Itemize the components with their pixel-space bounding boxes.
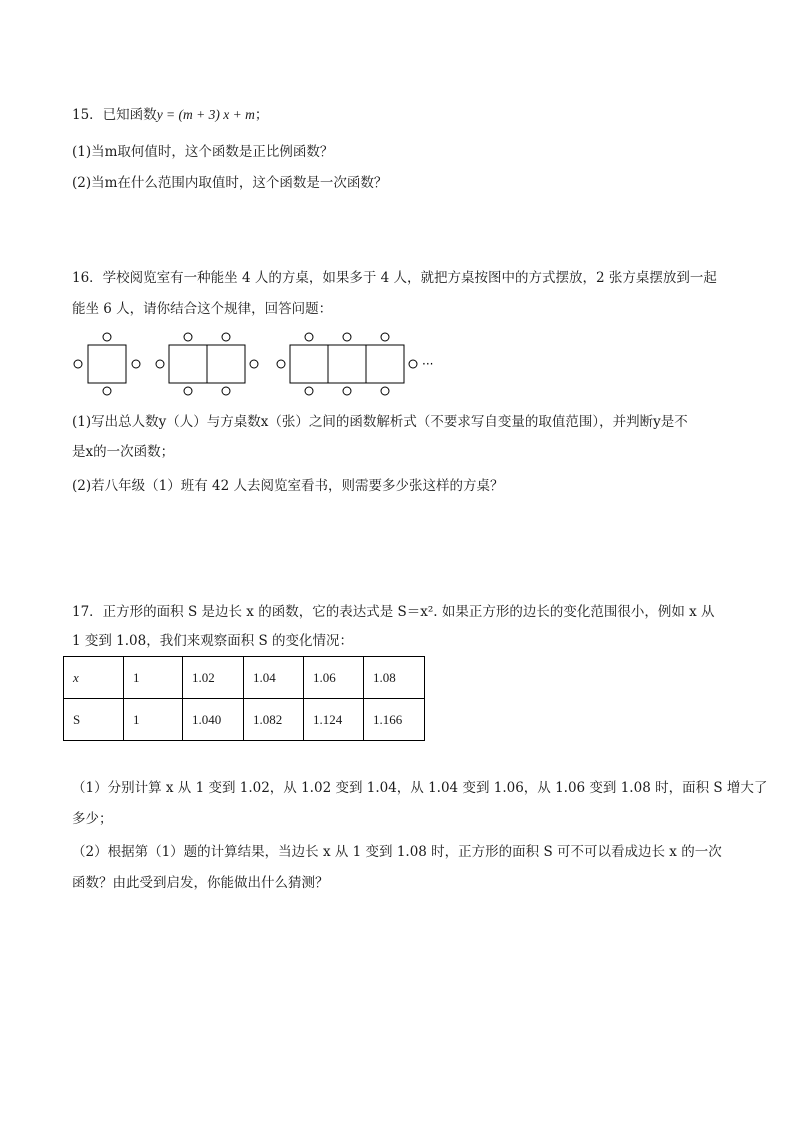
square-table: [328, 345, 366, 383]
square-table: [88, 345, 126, 383]
table-cell: 1: [124, 657, 183, 699]
q15-stem: [72, 106, 268, 124]
seat: [305, 387, 313, 395]
table-cell: x: [64, 657, 124, 699]
seat: [305, 333, 313, 341]
seat: [250, 360, 258, 368]
two-tables-group: [156, 333, 258, 395]
table-cell: 1.124: [304, 699, 364, 741]
seat: [74, 360, 82, 368]
seat: [222, 333, 230, 341]
table-cell: 1.06: [304, 657, 364, 699]
q15-part2: (2)当m在什么范围内取值时，这个函数是一次函数？: [72, 175, 388, 191]
seat: [184, 333, 192, 341]
seat: [156, 360, 164, 368]
table-cell: 1.166: [364, 699, 425, 741]
q16-part1-line2: 是x的一次函数；: [72, 444, 175, 460]
three-tables-group: [277, 333, 417, 395]
diagram-ellipsis: ···: [422, 357, 434, 371]
q16-stem-line1: 16．学校阅览室有一种能坐 4 人的方桌，如果多于 4 人，就把方桌按图中的方式摆放，2 张方桌摆放到一起: [72, 270, 717, 286]
square-table: [207, 345, 245, 383]
table-arrangement-diagram: [72, 332, 452, 398]
q17-part1-line1: （1）分别计算 x 从 1 变到 1.02，从 1.02 变到 1.04，从 1.04 变到 1.06，从 1.06 变到 1.08 时，面积 S 增大了: [72, 780, 768, 796]
q17-part2-line1: （2）根据第（1）题的计算结果，当边长 x 从 1 变到 1.08 时，正方形的面积 S 可不可以看成边长 x 的一次: [72, 844, 722, 860]
seat: [343, 333, 351, 341]
table-cell: 1.082: [244, 699, 304, 741]
q16-stem-line2: 能坐 6 人，请你结合这个规律，回答问题：: [72, 301, 333, 317]
seat: [103, 387, 111, 395]
seat: [184, 387, 192, 395]
table-cell: 1.02: [183, 657, 244, 699]
table-cell: 1.040: [183, 699, 244, 741]
table-row-s: [64, 699, 425, 741]
seat: [381, 333, 389, 341]
q17-stem-line1: 17．正方形的面积 S 是边长 x 的函数，它的表达式是 S＝x². 如果正方形的边长的变化范围很小，例如 x 从: [72, 604, 715, 620]
q15-formula: y = (m + 3) x + m: [156, 107, 255, 122]
seat: [409, 360, 417, 368]
q17-stem-line2: 1 变到 1.08，我们来观察面积 S 的变化情况：: [72, 633, 354, 649]
seat: [222, 387, 230, 395]
square-table: [169, 345, 207, 383]
x-s-value-table: [63, 656, 425, 741]
table-cell: S: [64, 699, 124, 741]
q17-part1-line2: 多少；: [72, 811, 113, 827]
q15-part1: (1)当m取何值时，这个函数是正比例函数？: [72, 144, 334, 160]
q16-part1-line1: (1)写出总人数y（人）与方桌数x（张）之间的函数解析式（不要求写自变量的取值范围），并判断y是不: [72, 414, 688, 430]
q15-stem-suffix: ；: [254, 107, 269, 123]
table-cell: 1.04: [244, 657, 304, 699]
seat: [381, 387, 389, 395]
table-cell: 1.08: [364, 657, 425, 699]
one-table-group: [74, 333, 140, 395]
q15-stem-prefix: 15．已知函数: [72, 107, 157, 123]
seat: [103, 333, 111, 341]
q16-part2: (2)若八年级（1）班有 42 人去阅览室看书，则需要多少张这样的方桌？: [72, 478, 504, 494]
seat: [132, 360, 140, 368]
table-row-x: [64, 657, 425, 699]
seat: [343, 387, 351, 395]
square-table: [366, 345, 404, 383]
q17-part2-line2: 函数？由此受到启发，你能做出什么猜测？: [72, 875, 329, 891]
square-table: [290, 345, 328, 383]
seat: [277, 360, 285, 368]
table-cell: 1: [124, 699, 183, 741]
